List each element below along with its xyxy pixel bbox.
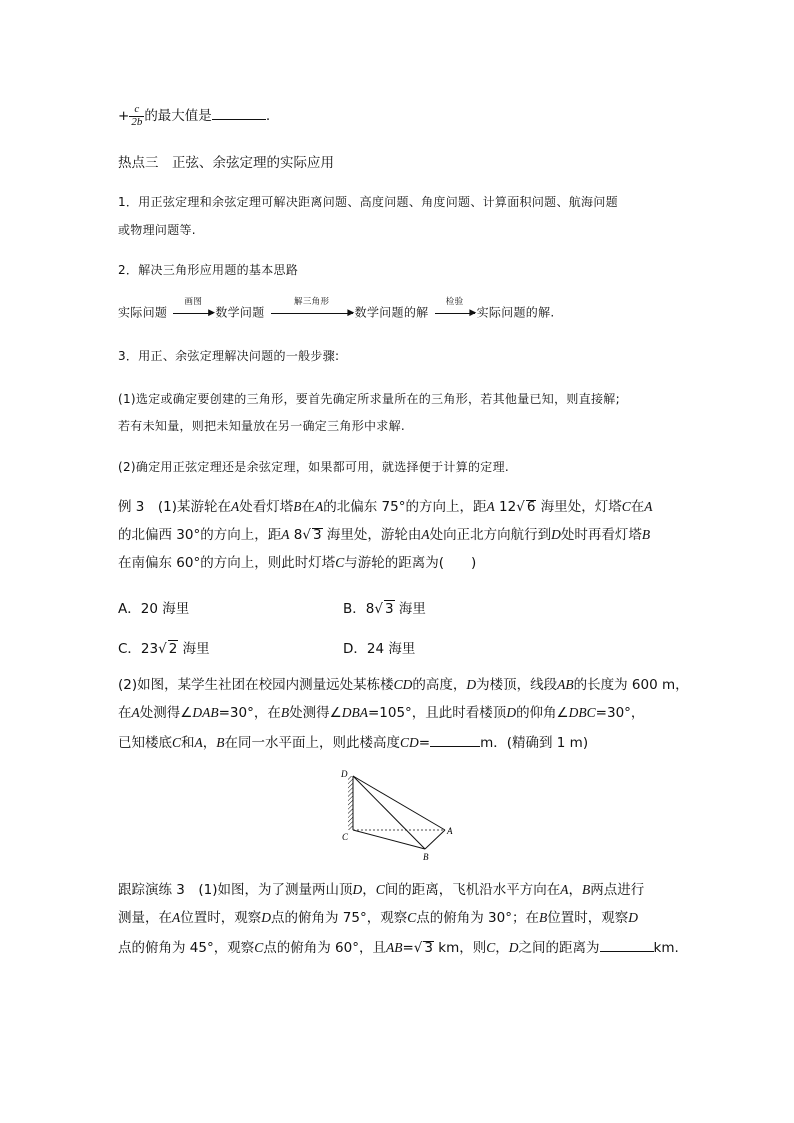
flow-step-math-solution: 数学问题的解 — [354, 305, 429, 320]
fraction-numerator: c — [129, 104, 144, 117]
flow-step-real-problem: 实际问题 — [118, 305, 168, 320]
fraction — [129, 104, 144, 128]
step-2: (2)确定用正弦定理还是余弦定理，如果都可用，就选择便于计算的定理. — [118, 460, 510, 474]
flow-arrow-2 — [269, 297, 355, 320]
fraction-denominator: 2b — [131, 115, 143, 128]
practice-3-line-2: 测量，在A位置时，观察D点的俯角为 75°，观察C点的俯角为 30°；在B位置时，观察D — [118, 910, 638, 926]
example-3-part-2-line-1: (2)如图，某学生社团在校园内测量远处某栋楼CD的高度，D为楼顶，线段AB的长度为 600 m， — [118, 677, 689, 693]
point-label-d: D — [341, 769, 348, 779]
point-1-line-2: 或物理问题等. — [118, 223, 196, 237]
option-b[interactable]: B．8√ 3 海里 — [343, 601, 426, 617]
line-da — [353, 776, 445, 830]
period: . — [265, 108, 271, 125]
point-3: 3．用正、余弦定理解决问题的一般步骤: — [118, 349, 340, 363]
point-label-b: B — [423, 852, 429, 862]
hotspot-title: 热点三 正弦、余弦定理的实际应用 — [118, 155, 334, 171]
answer-blank — [430, 734, 480, 747]
flow-arrow-1 — [171, 297, 216, 320]
arrow-right-icon: ▶ — [208, 308, 216, 318]
flow-arrow-3 — [433, 297, 477, 320]
flow-arrow-1-label: 画图 — [184, 297, 203, 307]
answer-blank — [212, 107, 266, 120]
option-d[interactable]: D．24 海里 — [343, 641, 416, 657]
building-measurement-figure — [338, 768, 468, 868]
option-c[interactable]: C．23√ 2 海里 — [118, 641, 210, 657]
max-value-text: 的最大值是 — [144, 108, 212, 125]
example-3-line-2: 的北偏西 30°的方向上，距A 8√ 3 海里处，游轮由A处向正北方向航行到D处时再看灯塔B — [118, 527, 651, 543]
flow-step-math-problem: 数学问题 — [215, 305, 265, 320]
step-1-line-1: (1)选定或确定要创建的三角形，要首先确定所求量所在的三角形，若其他量已知，则直接解; — [118, 392, 620, 406]
answer-blank — [600, 939, 654, 952]
step-1-line-2: 若有未知量，则把未知量放在另一确定三角形中求解. — [118, 419, 406, 433]
point-label-c: C — [342, 832, 349, 842]
sqrt-radicand: 3 — [312, 527, 322, 543]
example-3-part-2-line-2: 在A处测得∠DAB=30°，在B处测得∠DBA=105°，且此时看楼顶D的仰角∠DBC=30°， — [118, 705, 645, 721]
line-ba — [425, 830, 445, 849]
practice-3-line-1: 跟踪演练 3 (1)如图，为了测量两山顶D，C间的距离，飞机沿水平方向在A，B两点进行 — [118, 882, 645, 898]
plus-sign: + — [118, 108, 130, 125]
sqrt-radicand: 6 — [526, 499, 536, 515]
fraction-expression-line — [118, 104, 270, 128]
arrow-right-icon: ▶ — [347, 308, 355, 318]
solution-flow — [118, 297, 555, 320]
practice-3-line-3: 点的俯角为 45°，观察C点的俯角为 60°，且AB=√ 3 km，则C，D之间的距离为 km. — [118, 940, 679, 956]
flow-arrow-2-label: 解三角形 — [294, 297, 330, 307]
point-label-a: A — [447, 826, 453, 836]
line-cb — [353, 830, 425, 849]
flow-arrow-3-label: 检验 — [445, 297, 464, 307]
point-2: 2．解决三角形应用题的基本思路 — [118, 263, 299, 277]
point-1-line-1: 1．用正弦定理和余弦定理可解决距离问题、高度问题、角度问题、计算面积问题、航海问题 — [118, 195, 618, 209]
example-3-part-2-line-3: 已知楼底C和A，B在同一水平面上，则此楼高度CD= m．(精确到 1 m) — [118, 735, 589, 751]
arrow-right-icon: ▶ — [469, 308, 477, 318]
example-3-line-3: 在南偏东 60°的方向上，则此时灯塔C与游轮的距离为( ) — [118, 555, 477, 571]
flow-step-real-solution: 实际问题的解. — [476, 305, 555, 320]
example-3-line-1: 例 3 (1)某游轮在A处看灯塔B在A的北偏东 75°的方向上，距A 12√ 6 海里处，灯塔C在A — [118, 499, 653, 515]
option-a[interactable]: A．20 海里 — [118, 601, 190, 617]
building-hatch — [348, 776, 353, 830]
